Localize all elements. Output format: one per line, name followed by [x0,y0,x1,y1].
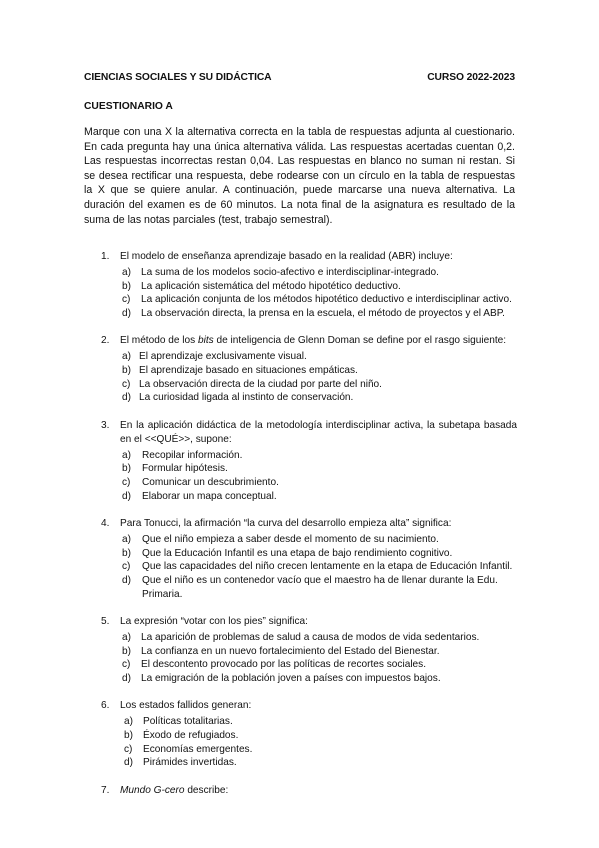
question-text-italic: bits [198,335,214,347]
question-5 [101,615,517,685]
option-c [122,476,517,490]
question-6 [101,699,517,769]
option-c [122,293,517,307]
option-text: Que las capacidades del niño crecen lentamente en la etapa de Educación Infantil. [142,561,513,573]
option-text: El descontento provocado por las políticas de recortes sociales. [141,659,427,671]
option-text: La curiosidad ligada al instinto de conservación. [139,392,354,404]
question-text-italic: Mundo G-cero [120,784,185,796]
option-letter: d) [122,307,131,319]
option-text: Que el niño es un contenedor vacío que el maestro ha de llenar durante la Edu. Primaria. [142,574,498,600]
question-2 [101,334,517,404]
option-letter: a) [122,534,131,546]
option-a [124,715,517,729]
question-7 [101,784,517,798]
option-text: El aprendizaje basado en situaciones empáticas. [139,364,358,376]
question-text [120,615,517,629]
option-c [124,743,517,757]
questionnaire-title: CUESTIONARIO A [84,101,173,112]
question-text-part: Los estados fallidos generan: [120,700,252,712]
option-list [122,350,517,404]
option-letter: d) [122,392,131,404]
question-text-part: describe: [184,784,229,796]
question-number: 3. [101,419,110,431]
option-b [124,729,517,743]
option-list [122,533,517,601]
option-b [122,547,517,561]
instructions-paragraph: Marque con una X la alternativa correcta en la tabla de respuestas adjunta al cuestionario. En cada pregunta hay una única alternativa válida. Las respuestas acertadas cuentan 0,2. Las respuestas incorrectas restan 0,04. Las respuestas en blanco no suman ni restan. Si se desea rectificar una respuesta, debe rodearse con un círculo en la tabla de respuestas la X que se quiere anular. A continuación, puede marcarse una nueva alternativa. La duración del examen es de 60 minutos. La nota final de la asignatura es resultado de la suma de las notas parciales (test, trabajo semestral). [84,126,515,226]
option-d [122,672,517,686]
option-letter: c) [124,743,133,755]
option-text: Éxodo de refugiados. [143,730,239,742]
option-c [122,560,517,574]
option-letter: a) [122,267,131,278]
option-letter: b) [122,364,131,376]
course-year: CURSO 2022-2023 [427,72,515,83]
option-text: Formular hipótesis. [142,463,228,475]
option-c [122,658,517,672]
option-a [122,266,517,280]
question-text [120,699,517,713]
option-text: Comunicar un descubrimiento. [142,476,279,488]
option-text: La observación directa de la ciudad por parte del niño. [139,378,382,390]
option-text: Economías emergentes. [143,743,253,755]
option-d [122,307,517,321]
option-text: Que la Educación Infantil es una etapa de bajo rendimiento cognitivo. [142,547,453,559]
option-letter: c) [122,561,131,573]
option-text: El aprendizaje exclusivamente visual. [139,351,307,363]
option-text: Pirámides invertidas. [143,757,237,769]
option-letter: a) [122,351,131,363]
question-text [120,419,517,447]
question-text-part: La expresión “votar con los pies” significa: [120,616,308,628]
option-text: La emigración de la población joven a países con impuestos bajos. [141,672,441,684]
option-list [122,449,517,503]
option-text: Recopilar información. [142,449,243,461]
option-letter: d) [124,757,133,769]
option-letter: b) [122,463,131,475]
option-letter: b) [122,645,131,657]
question-text-part: de inteligencia de Glenn Doman se define por el rasgo siguiente: [213,335,507,347]
option-text: La observación directa, la prensa en la escuela, el método de proyectos y el ABP. [141,307,505,319]
question-number: 2. [101,335,110,347]
option-a [122,449,517,463]
question-text [120,517,517,531]
option-letter: a) [122,449,131,461]
question-4 [101,517,517,601]
question-text [120,250,517,264]
question-number: 7. [101,784,110,796]
option-text: Que el niño empieza a saber desde el momento de su nacimiento. [142,534,439,546]
option-letter: c) [122,476,131,488]
question-list [101,250,517,812]
option-a [122,533,517,547]
option-list [122,266,517,320]
question-text-part: Para Tonucci, la afirmación “la curva del desarrollo empieza alta” significa: [120,518,452,530]
option-text: La aplicación conjunta de los métodos hipotético deductivo e interdisciplinar activo. [141,294,512,306]
page-header [84,72,515,83]
option-b [122,645,517,659]
option-text: La aplicación sistemática del método hipotético deductivo. [141,280,401,292]
option-c [122,378,517,392]
option-letter: a) [124,716,133,728]
option-text: Políticas totalitarias. [143,716,233,728]
option-text: La suma de los modelos socio-afectivo e interdisciplinar-integrado. [141,267,439,278]
option-letter: b) [122,280,131,292]
question-number: 1. [101,251,110,262]
option-letter: c) [122,659,131,671]
option-letter: a) [122,632,131,644]
option-letter: c) [122,294,131,306]
option-letter: d) [122,490,131,502]
option-b [122,364,517,378]
option-d [122,391,517,405]
option-list [124,715,517,769]
option-b [122,280,517,294]
option-letter: c) [122,378,131,390]
question-number: 4. [101,518,110,530]
option-a [122,350,517,364]
option-a [122,631,517,645]
option-text: La aparición de problemas de salud a causa de modos de vida sedentarios. [141,632,480,644]
option-letter: d) [122,672,131,684]
option-list [122,631,517,685]
question-3 [101,419,517,503]
option-text: La confianza en un nuevo fortalecimiento del Estado del Bienestar. [141,645,440,657]
option-letter: b) [122,547,131,559]
option-letter: b) [124,730,133,742]
question-number: 5. [101,616,110,628]
course-title: CIENCIAS SOCIALES Y SU DIDÁCTICA [84,72,272,83]
option-b [122,462,517,476]
question-text-part: El método de los [120,335,198,347]
option-d [124,756,517,770]
question-text [120,334,517,348]
question-1 [101,250,517,320]
question-text-part: El modelo de enseñanza aprendizaje basado en la realidad (ABR) incluye: [120,251,453,262]
option-d [122,574,517,601]
option-letter: d) [122,574,131,586]
question-text-part: En la aplicación didáctica de la metodología interdisciplinar activa, la subetapa basada en el <<QUÉ>>, supone: [120,419,517,445]
question-number: 6. [101,700,110,712]
option-d [122,490,517,504]
question-text [120,784,517,798]
option-text: Elaborar un mapa conceptual. [142,490,277,502]
